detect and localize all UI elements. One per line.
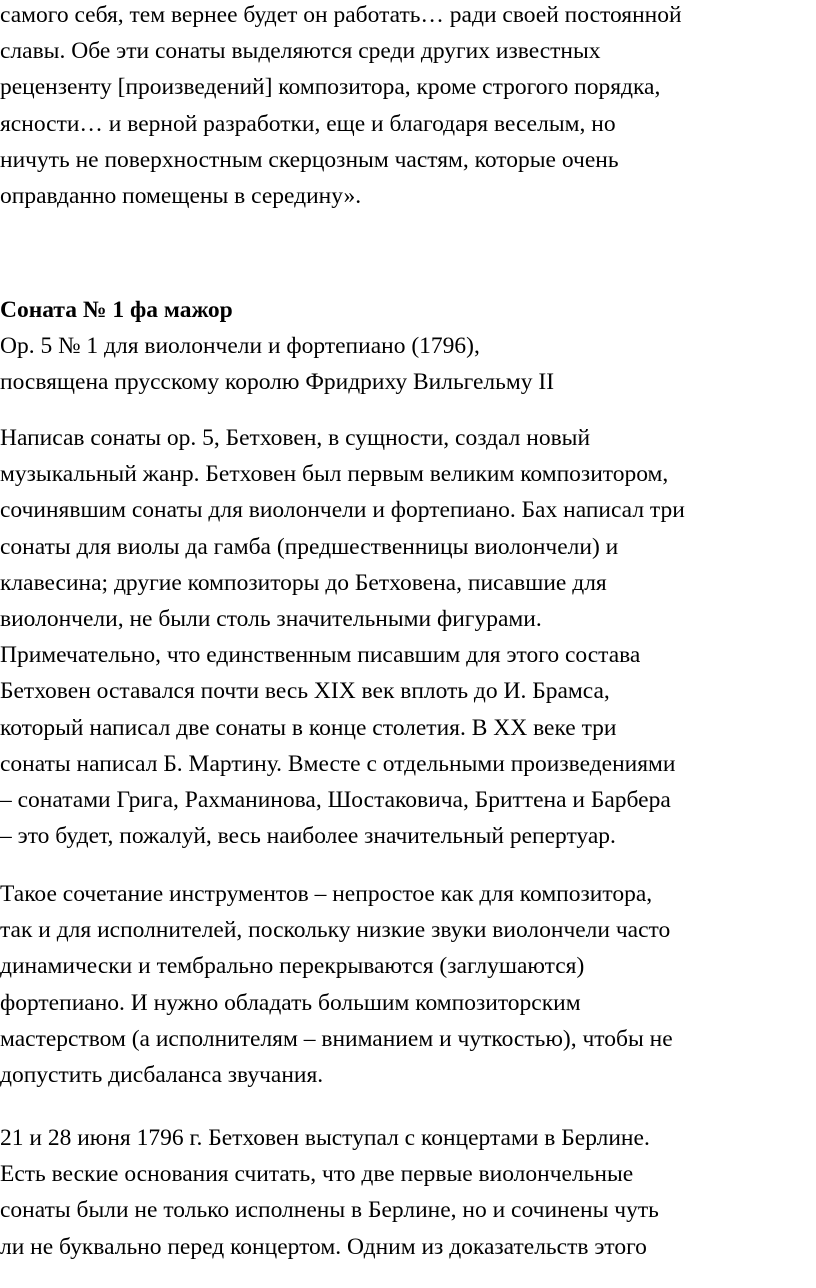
- paragraph-line: Написав сонаты ор. 5, Бетховен, в сущности, создал новый: [0, 425, 591, 451]
- paragraph-line: сонаты были не только исполнены в Берлине, но и сочинены чуть: [0, 1197, 659, 1224]
- paragraph-line: Примечательно, что единственным писавшим для этого состава: [0, 642, 641, 669]
- paragraph-line: ли не буквально перед концертом. Одним из доказательств этого: [0, 1233, 647, 1260]
- paragraph-line: 21 и 28 июня 1796 г. Бетховен выступал с концертами в Берлине.: [0, 1125, 650, 1151]
- paragraph-line: Бетховен оставался почти весь XIX век вплоть до И. Брамса,: [0, 678, 610, 705]
- paragraph-line: Такое сочетание инструментов – непростое как для композитора,: [0, 881, 653, 907]
- paragraph-line: допустить дисбаланса звучания.: [0, 1061, 324, 1088]
- section-heading: Соната № 1 фа мажор: [0, 297, 233, 323]
- paragraph: [0, 420, 816, 854]
- paragraph-line: мастерством (а исполнителям – вниманием и чуткостью), чтобы не: [0, 1025, 673, 1052]
- paragraph-line: Есть веские основания считать, что две первые виолончельные: [0, 1161, 634, 1188]
- paragraph: [0, 1120, 816, 1265]
- paragraph-line: так и для исполнителей, поскольку низкие звуки виолончели часто: [0, 917, 671, 944]
- paragraph-line: фортепиано. И нужно обладать большим композиторским: [0, 989, 581, 1016]
- section-subtitle-line: Ор. 5 № 1 для виолончели и фортепиано (1796),: [0, 333, 480, 360]
- intro-line: рецензенту [произведений] композитора, кроме строгого порядка,: [0, 74, 661, 101]
- intro-line: ничуть не поверхностным скерцозным частям, которые очень: [0, 146, 619, 173]
- section-subtitle-line: посвящена прусскому королю Фридриху Вильгельму II: [0, 369, 555, 396]
- intro-line: самого себя, тем вернее будет он работать… ради своей постоянной: [0, 2, 682, 28]
- intro-line: ясности… и верной разработки, еще и благодаря веселым, но: [0, 110, 616, 137]
- paragraph-line: клавесина; другие композиторы до Бетховена, писавшие для: [0, 569, 607, 596]
- paragraph-line: сочинявшим сонаты для виолончели и фортепиано. Бах написал три: [0, 497, 685, 524]
- paragraph: [0, 876, 816, 1093]
- paragraph-line: сонаты написал Б. Мартину. Вместе с отдельными произведениями: [0, 750, 676, 777]
- paragraph-line: музыкальный жанр. Бетховен был первым великим композитором,: [0, 461, 669, 488]
- paragraph-line: который написал две сонаты в конце столетия. В XX веке три: [0, 714, 617, 741]
- section-header: [0, 292, 816, 401]
- intro-line: славы. Обе эти сонаты выделяются среди других известных: [0, 38, 601, 65]
- paragraph-line: – сонатами Грига, Рахманинова, Шостаковича, Бриттена и Барбера: [0, 786, 671, 813]
- intro-paragraph: [0, 0, 816, 214]
- paragraph-line: динамически и тембрально перекрываются (заглушаются): [0, 953, 585, 980]
- paragraph-line: сонаты для виолы да гамба (предшественницы виолончели) и: [0, 533, 619, 560]
- paragraph-line: виолончели, не были столь значительными фигурами.: [0, 605, 542, 632]
- paragraph-line: – это будет, пожалуй, весь наиболее значительный репертуар.: [0, 823, 616, 850]
- intro-line: оправданно помещены в середину».: [0, 182, 362, 209]
